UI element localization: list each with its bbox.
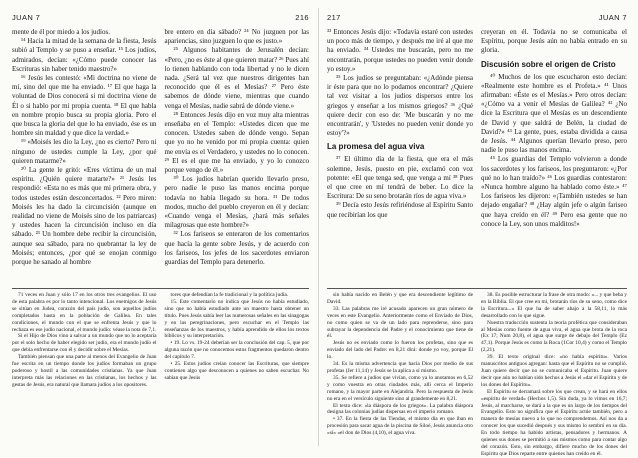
footnote: tores que defendían la fe tradicional y la política judía.	[170, 292, 289, 298]
paragraph: ²⁸ Entonces Jesús dijo en voz muy alta mientras enseñaba en el Templo: «Ustedes dicen que me conocen. Ustedes saben de dónde vengo. Sepan que yo no he venido por mi propia cuenta: quien me envía es el Verdadero, y ustedes no lo conocen. ²⁹ El es el que me ha enviado, y yo lo conozco porque vengo de él.»	[164, 110, 309, 175]
footnote: 39. El texto original dice: «no había espíritu». Varios manuscritos antiguos agregan: hasta que el Espíritu no se cumplió. Juan quiere decir que no se comunicaba el Espíritu. Juan quiere decir que aún no habían sido hechos a Jesús el «dar el Espíritu y de los dones del Espíritu».	[481, 354, 627, 388]
text-column	[12, 28, 157, 286]
right-page-header	[327, 12, 627, 24]
running-head: JUAN 7	[12, 13, 41, 22]
left-page-header	[12, 12, 309, 24]
right-page-body	[327, 28, 627, 286]
paragraph: ³² Los fariseos se enteraron de los comentarios que hacía la gente sobre Jesús, y de acuerdo con los fariseos, los jefes de los sacerdotes enviaron guardias del Templo para detenerlo.	[164, 230, 309, 267]
footnote: 33. Las palabras me iré acusado aparecen un gran número de veces en este Evangelio. Anteriormente como el Enviado de Dios, no como quien se va de un lado para reprenderse, sino para subrayar la dependencia del Padre y el conocimiento que tiene de él.	[327, 305, 473, 340]
footnote: • 19. Lo vs. 19-24 deberían ser la conclusión del cap. 5, que por alguna razón que no conocemos estos fragmentos quedaron dentro del capítulo 7.	[164, 340, 309, 361]
paragraph: ¹⁶ Jesús les contestó: «Mi doctrina no viene de mí, sino del que me ha enviado. ¹⁷ El que haga la voluntad de Dios conocerá si mi doctrina viene de Él o si hablo por mi propia cuenta. ¹⁸ El que habla en nombre propio busca su propia gloria. Pero el que busca la gloria del que lo ha enviado, ése es un hombre sin maldad y que dice la verdad.»	[12, 74, 157, 138]
paragraph: ²⁰ La gente le gritó: «Eres víctima de un mal espíritu. ¿Quién quiere matarte?» ²¹ Jesús les respondió: «Esta no es más que mi primera obra, y todos ustedes están desconcertados. ²² Pero miren: Moisés les ha dado la circuncisión (aunque en realidad no viene de Moisés sino de los patriarcas) y ustedes hacen la circuncisión incluso en día sábado. ²³ Un hombre debe recibir la circuncisión, aunque sea sábado, para no quebrantar la ley de Moisés; entonces, ¿por qué se enojan conmigo porque he sanado al hombre	[12, 166, 157, 267]
footnote: El Espíritu se derramará sobre los que crean, y se hará en ellos «espíritu de verdad» (Hechos 1,5). Sin duda, ya lo vimos en 16,7; Jesús, al marcharse, se dará a la que es un largo de los tiempos del Evangelio. Esto no significa que el Espíritu actúe también, pero a manera de mesías nuevo a lo que no comprendemos. Así nos da a conocer los que sucedió después y sus mismo lo sembró en su día. En todo tiempo ha habido artistas, pensadores y hermanos. A quienes sus dones se permitió a sus mismos como para contar algo del corazón. Esto, sin embargo, difiere mucho de los dones del Espíritu que Dios reparte entre quienes han creído en él.	[481, 388, 627, 457]
paragraph: ¹⁴ Hacia la mitad de la semana de la fiesta, Jesús subió al Templo y se puso a enseñar. ¹⁵ Los judíos, admirados, decían: «¿Cómo puede conocer las Escrituras sin haber tenido maestro?»	[12, 37, 157, 73]
right-page	[327, 12, 627, 457]
paragraph: ⁴⁵ Los guardias del Templo volvieron a donde los sacerdotes y los fariseos, los preguntaron: «¿Por qué no lo han traído?» ⁴⁶ Los guardias contestaron: «Nunca hombre alguno ha hablado como éste.» ⁴⁷ Los fariseos les dijeron: «¡También ustedes se han dejado engañar? ⁴⁸ ¿Hay algún jefe o algún fariseo que haya creído en él? ⁴⁹ Pero esa gente que no conoce la Ley, son unos malditos!»	[481, 155, 627, 228]
footnote: También piensan que una parte al menos del Evangelio de Juan fue escrita en un tiempo donde los judíos formaban un grupo poderoso y hostil a las comunidades cristianas. Ya que Juan interpreta más las relaciones en las cristianas, los hechos y las gestas de Jesús, era natural que llamara judíos a los opositores.	[12, 354, 157, 388]
text-column	[165, 28, 310, 286]
paragraph: bre entero en día sábado? ²⁴ No juzguen por las apariencias, sino juzguen lo que es justo.»	[164, 28, 309, 46]
footnote-rule	[327, 288, 627, 289]
left-page	[12, 12, 309, 446]
footnote: El texto dice: «la diáspora de los griegos». La palabra diáspora designa las colonias judías dispersas en el imperio romano.	[327, 402, 473, 416]
paragraph: ³⁹ Decía esto Jesús refiriéndose al Espíritu Santo que recibirían los que	[327, 201, 473, 219]
paragraph: ⁴⁰ Muchos de los que escucharon esto decían: «Realmente este hombre es el Profeta.» ⁴¹ Unos afirmaban: «Éste es el Mesías.» Pero otros decían: «¿Cómo va a venir el Mesías de Galilea? ⁴² ¿No dice la Escritura que el Mesías es un descendiente de David y que saldrá de Belén, la ciudad de David?» ⁴³ La gente, pues, estaba dividida a causa de Jesús. ⁴⁴ Algunos querían llevarlo preso, pero nadie le puso las manos encima.	[481, 72, 627, 155]
footnote: Si el Hijo de Dios vino a salvar a un mundo que no lo aceptaría por el solo hecho de haber elegido ser judío, era el mundo judío el que debía enfrentarse con él y decidir sobre el Mesías.	[12, 333, 157, 354]
footnote-column	[327, 292, 473, 444]
footnote-column	[481, 292, 627, 457]
page-number: 217	[327, 13, 341, 22]
footnote-rule	[12, 288, 309, 289]
paragraph: creyeran en él. Todavía no se comunicaba el Espíritu, porque Jesús aún no había entrado en su gloria.	[481, 28, 627, 55]
text-column	[327, 28, 473, 286]
footnote: 15. Este comentario no indica que Jesús no había estudiado, sino que no había estudiado ante un maestro hasta obtener un título. Pues Jesús sabía leer las numerosas señales en las sinagogas y en las peregrinaciones, pero escuchar en el Templo las enseñanzas de los maestros, y había aprendido de ellos los textos bíblicos y su interpretación.	[164, 298, 309, 340]
paragraph: ²⁵ Algunos habitantes de Jerusalén decían: «Pero, ¿no es éste al que quieren matar? ²⁶ Pues ahí lo tienen hablando con toda libertad y no le dicen nada. ¿Será tal vez que nuestros dirigentes han reconocido que él es el Mesías? ²⁷ Pero éste sabemos de dónde viene, mientras que cuando venga el Mesías, nadie sabrá de dónde viene.»	[164, 46, 309, 110]
paragraph: ³³ Entonces Jesús dijo: «Todavía estaré con ustedes un poco más de tiempo, y después me iré al que me ha enviado. ³⁴ Ustedes me buscarán, pero no me encontrarán, porque ustedes no pueden venir donde yo estoy.»	[327, 28, 473, 73]
footnote: • 37. En la fiesta de las Tiendas, el mismo día en que iban en procesión para sacar agua de la piscina de Siloé, Jesús anuncia otro «sí» «el don de Dios (4,10), el agua viva.	[327, 416, 473, 437]
footnote: 35. Se refiere a judíos que vivían, como ya lo anotamos en 6,52 y como vuestra en otras ciudades más, allí cerca el Imperio romano, y la mayor parte en Alejandría. Pero la respuesta de Jesús no era en el versículo siguiente sino al grandemente en 8,21.	[327, 374, 473, 402]
paragraph: ³⁰ Los judíos habrían querido llevarlo preso, pero nadie le puso las manos encima porque todavía no había llegado su hora. ³¹ De todos modos, mucho del pueblo creyeron en él y decían: «Cuando venga el Mesías, ¿hará más señales milagrosas que este hombre?»	[164, 175, 309, 230]
footnote: 34. Es la misma advertencia que hacía Dios por medio de sus profetas (Jer 11,14) y Jesús se la aplica a sí mismo.	[327, 361, 473, 374]
paragraph: ³⁷ El último día de la fiesta, que era el más solemne, Jesús, puesto en pie, exclamó con voz potente: «El que tenga sed, que venga a mí ³⁸ Pues el que cree en mí tendrá de beber. Lo dice la Escritura: De su seno brotarán ríos de agua viva.»	[327, 155, 473, 201]
footnotes	[327, 292, 627, 457]
running-head: JUAN 7	[598, 13, 627, 22]
footnote: 38. Es posible estructurar la frase de otra modo: «... y que beba y en la Biblia. El que cree en mí, brotarán ríos de su seno, como dice la Escritura...» El que ha de saber abajo a la 58,11, lo más desarrollado con lo que sigue.	[481, 292, 627, 319]
footnote: sin había nacido en Belén y que era descendiente legítimo de David.	[327, 292, 473, 305]
paragraph: mente de él por miedo a los judíos.	[12, 28, 110, 36]
paragraph: ¹⁹ «Moisés les dio la Ley, ¿no es cierto? Pero ni ninguno de ustedes cumple la Ley, ¿por qué quieren matarme?»	[12, 138, 157, 165]
footnote: 71 veces en Juan y sólo 17 en los otros tres evangelios. El uso de esta palabra es por lo tanto intencional. Los enemigos de Jesús se sitúan en Judea, corazón del país judío, son aquellos judíos completados hasta en la población de Galilea. En tales condiciones, el mundo con el que se enfrenta Jesús y que lo rechaza es ese judío nacional, el mundo judío: véase la nota de 7,1.	[12, 292, 157, 333]
text-column	[481, 28, 627, 286]
footnote-column	[12, 292, 157, 444]
section-heading: Discusión sobre el origen de Cristo	[481, 59, 616, 69]
footnote: Nuestra traducción sustenta la teoría profética que consideraban al Mesías como fuente de agua viva, el agua que brota de la roca (Ex 17; Num 20,8), el agua que surge de debajo del Templo (Ez 47,1). Porque Jesús es como la Roca (1Cor 10,4) y como el Templo (2,21).	[481, 319, 627, 354]
page-number: 216	[295, 13, 309, 22]
left-page-body	[12, 28, 309, 286]
footnotes	[12, 292, 309, 444]
footnote-column	[165, 292, 310, 444]
footnote: Jesús no es enviado como lo fueron los profetas, sino que es enviado del lado del Padre: en 8,21 dirá: donde yo voy, porque El lo.	[327, 340, 473, 361]
footnote: • 25. Estos judíos creían conocer las Escrituras, que siempre contienen algo que desconocen a quienes no saben escuchar. No sabían que Jesús	[164, 361, 309, 381]
section-heading: La promesa del agua viva	[327, 142, 425, 152]
book-gutter	[318, 8, 319, 446]
paragraph: ³⁵ Los judíos se preguntaban: «¿Adónde piensa ir éste para que no lo podamos encontrar? ¿Quiere tal vez visitar a los judíos dispersos entre los griegos y enseñar a los mismos griegos? ³⁶ ¿Qué quiere decir con eso de: 'Me buscarán y no me encontrarán', y 'Ustedes no pueden venir donde yo estoy'?»	[327, 74, 473, 138]
